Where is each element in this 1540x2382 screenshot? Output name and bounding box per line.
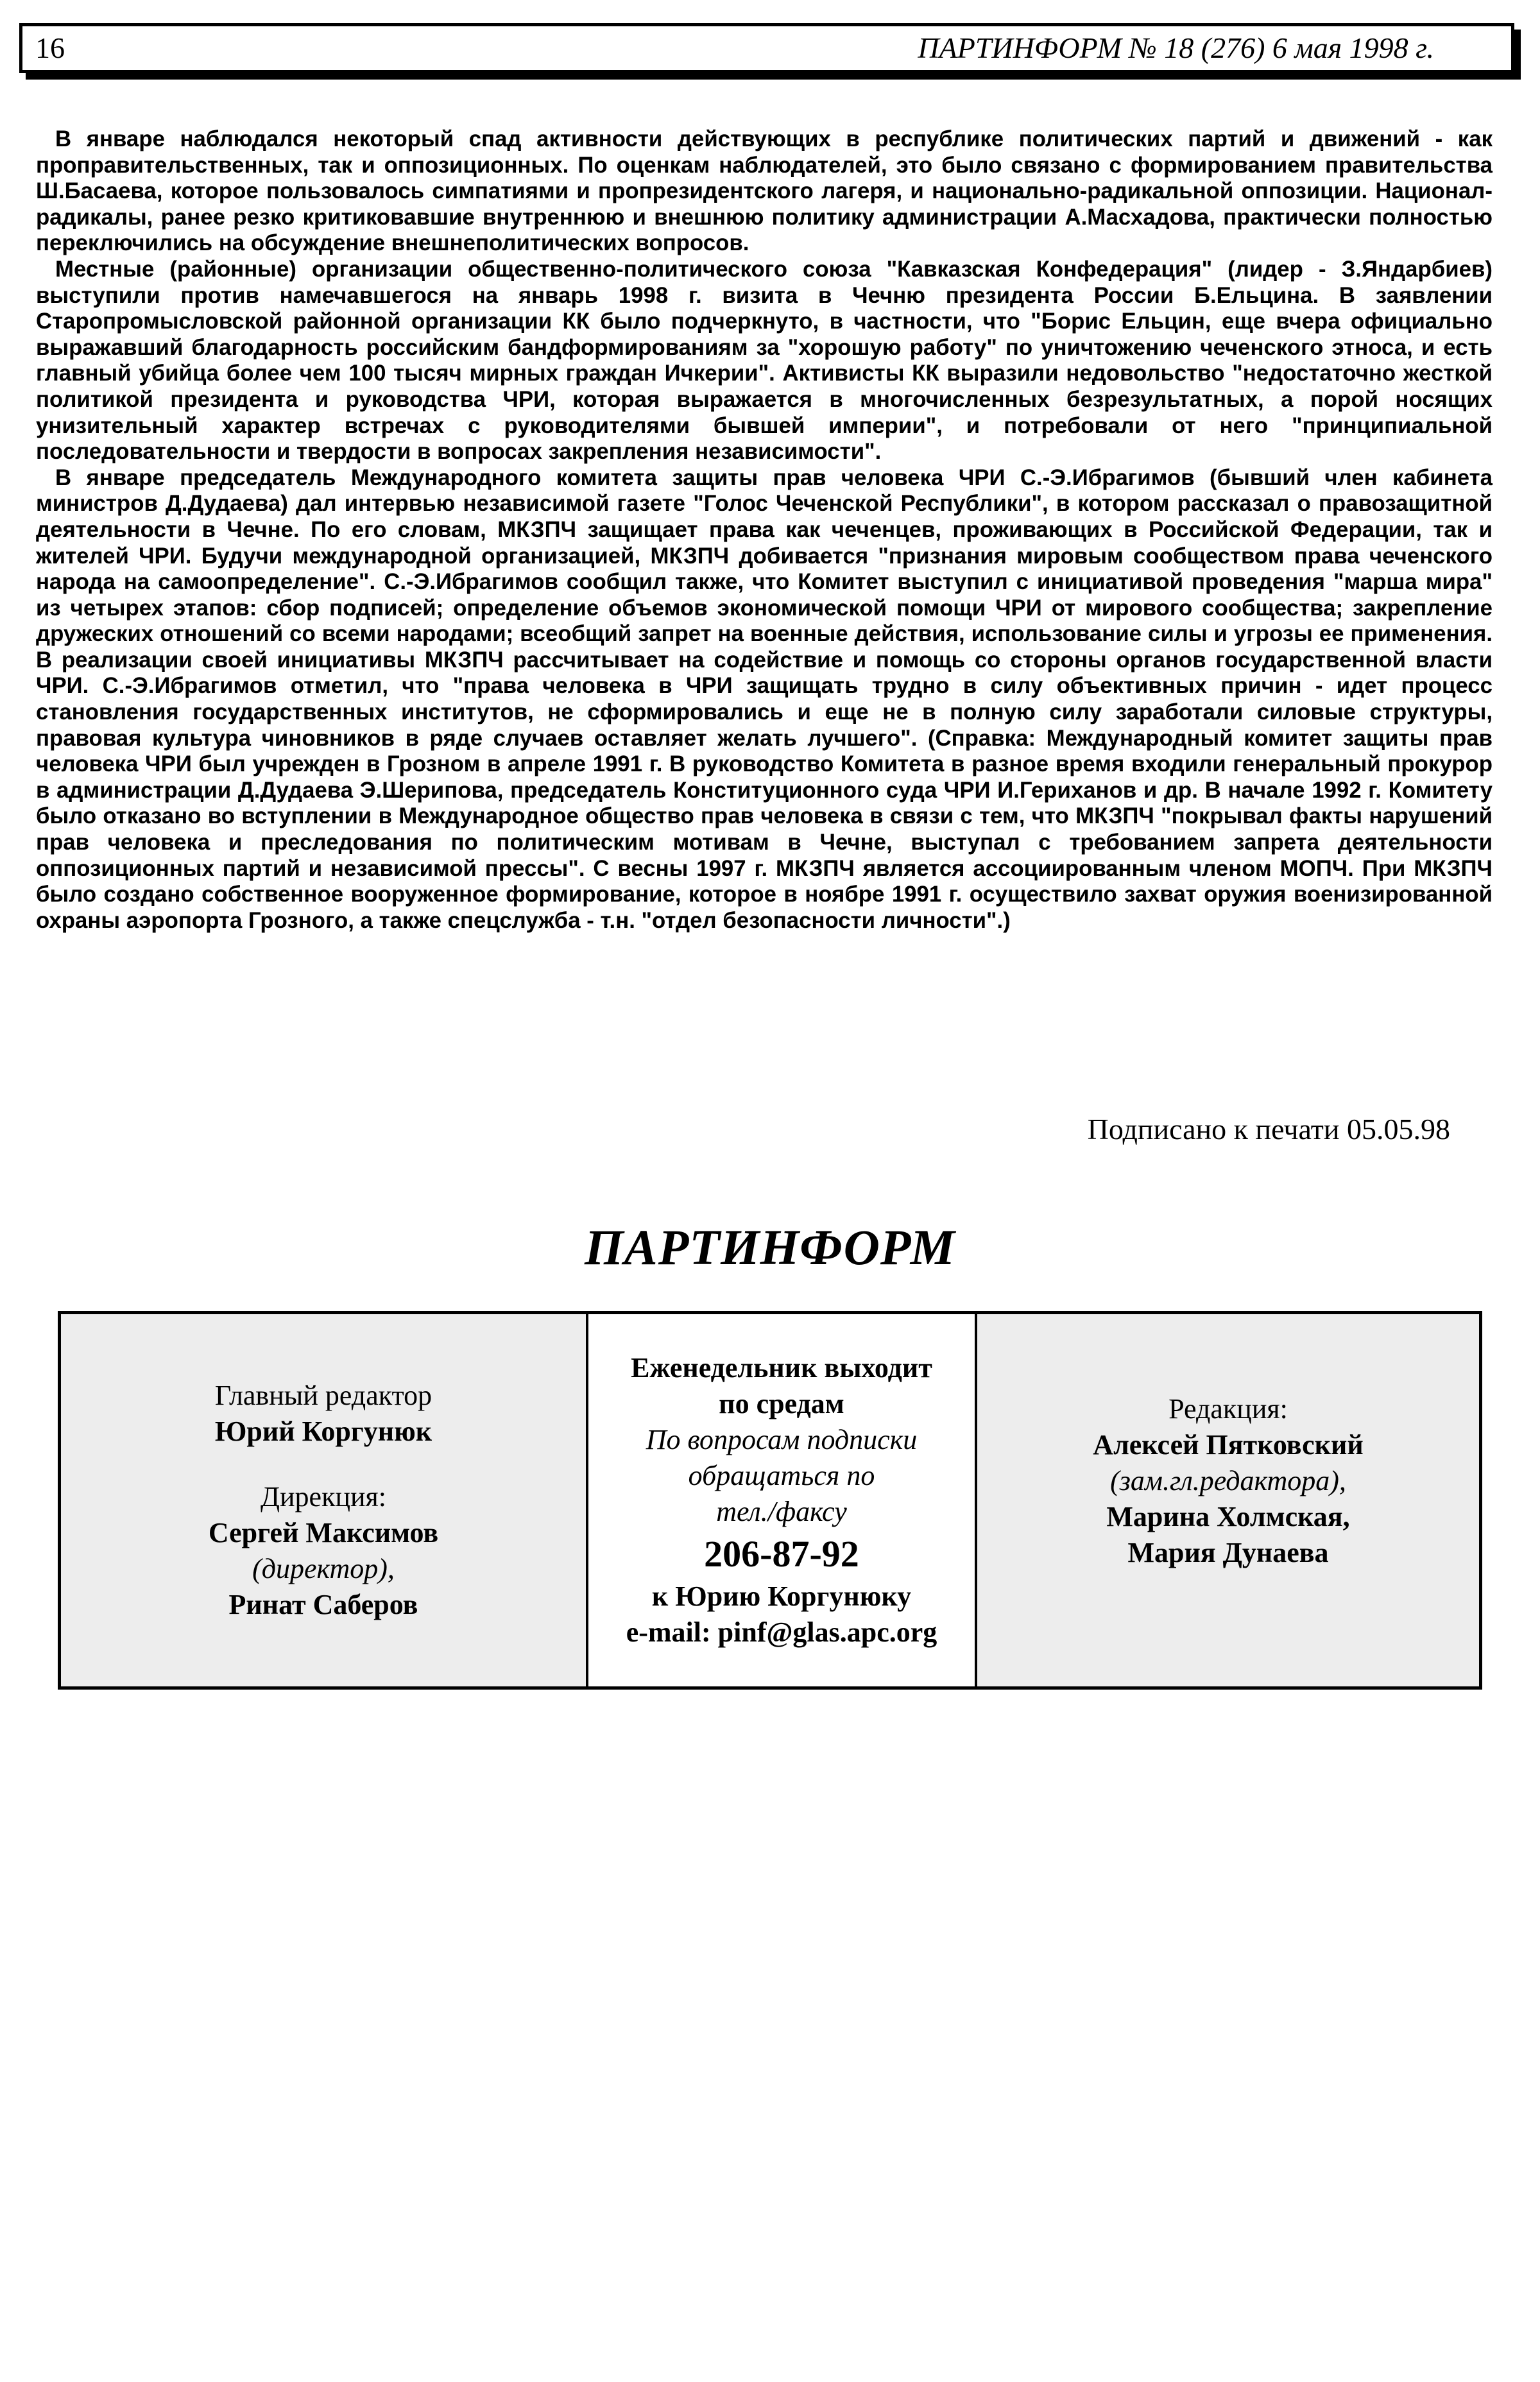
imprint-editorial-column (61, 1314, 588, 1686)
email-address: e-mail: pinf@glas.apc.org (626, 1616, 937, 1648)
masthead-title: ПАРТИНФОРМ (585, 1219, 955, 1275)
publication-issue: ПАРТИНФОРМ № 18 (276) 6 мая 1998 г. (918, 31, 1434, 64)
page-header (19, 23, 1514, 73)
article-body (36, 126, 1493, 934)
directorate-label: Дирекция: (260, 1481, 387, 1512)
deputy-editor-role: (зам.гл.редактора), (1110, 1465, 1346, 1496)
director-name: Сергей Максимов (208, 1517, 439, 1548)
imprint-box (58, 1311, 1482, 1690)
directorate-second-name: Ринат Саберов (228, 1589, 418, 1620)
subscription-line: По вопросам подписки (646, 1424, 918, 1455)
subscription-line: тел./факсу (716, 1496, 847, 1527)
editor-staff-name: Марина Холмская, (1106, 1501, 1350, 1532)
editor-label: Главный редактор (214, 1380, 432, 1411)
frequency-line: Еженедельник выходит (631, 1352, 932, 1384)
contact-person: к Юрию Коргунюку (651, 1581, 912, 1612)
frequency-day: по средам (719, 1388, 844, 1419)
subscription-line: обращаться по (688, 1460, 875, 1491)
imprint-contact-column (588, 1314, 977, 1686)
editor-name: Юрий Коргунюк (214, 1416, 432, 1447)
article-paragraph: В январе председатель Международного комитета защиты прав человека ЧРИ С.-Э.Ибрагимов (бывший член кабинета министров Д.Дудаева) дал интервью независимой газете "Голос Чеченской Республики", в котором рассказал о правозащитной деятельности в Чечне. По его словам, МКЗПЧ защищает права как чеченцев, проживающих в Российской Федерации, так и жителей ЧРИ. Будучи международной организацией, МКЗПЧ добивается "признания мировым сообществом права чеченского народа на самоопределение". С.-Э.Ибрагимов сообщил также, что Комитет выступил с инициативой проведения "марша мира" из четырех этапов: сбор подписей; определение объемов экономической помощи ЧРИ от мирового сообщества; закрепление дружеских отношений со всеми народами; всеобщий запрет на военные действия, использование силы и угрозы ее применения. В реализации своей инициативы МКЗПЧ рассчитывает на содействие и помощь со стороны органов государственной власти ЧРИ. С.-Э.Ибрагимов отметил, что "права человека в ЧРИ защищать трудно в силу объективных причин - идет процесс становления государственных институтов, не сформировались и еще не в полную силу заработали силовые структуры, правовая культура чиновников в ряде случаев оставляет желать лучшего". (Справка: Международный комитет защиты прав человека ЧРИ был учрежден в Грозном в апреле 1991 г. В руководство Комитета в разное время входили генеральный прокурор в администрации Д.Дудаева Э.Шерипова, председатель Конституционного суда ЧРИ И.Гериханов и др. В начале 1992 г. Комитету было отказано во вступлении в Международное общество прав человека в связи с тем, что МКЗПЧ "покрывал факты нарушений прав человека и преследования по политическим мотивам в Чечне, выступал с требованием запрета деятельности оппозиционных партий и независимой прессы". С весны 1997 г. МКЗПЧ является ассоциированным членом МОПЧ. При МКЗПЧ было создано собственное вооруженное формирование, которое в ноябре 1991 г. осуществило захват оружия военизированной охраны аэропорта Грозного, а также спецслужба - т.н. "отдел безопасности личности".) (36, 465, 1493, 933)
editorial-label: Редакция: (1168, 1393, 1288, 1425)
article-paragraph: Местные (районные) организации общественно-политического союза "Кавказская Конфедерация" (лидер - З.Яндарбиев) выступили против намечавшегося на январь 1998 г. визита в Чечню президента России Б.Ельцина. В заявлении Старопромысловской районной организации КК было подчеркнуто, в частности, что "Борис Ельцин, еще вчера официально выражавший благодарность российским бандформированиям за "хорошую работу" по уничтожению чеченского этноса, и есть главный убийца более чем 100 тысяч мирных граждан Ичкерии". Активисты КК выразили недовольство "недостаточно жесткой политикой президента и руководства ЧРИ, которая выражается в многочисленных безрезультатных, а порой носящих унизительный характер встречах с руководителями бывшей империи", и потребовали от него "принципиальной последовательности и твердости в вопросах закрепления независимости". (36, 256, 1493, 465)
deputy-editor-name: Алексей Пятковский (1093, 1429, 1364, 1461)
page-number: 16 (35, 31, 65, 64)
editor-staff-name: Мария Дунаева (1127, 1537, 1329, 1568)
imprint-editors-column (977, 1314, 1479, 1686)
director-role: (директор), (252, 1553, 395, 1584)
signed-to-print: Подписано к печати 05.05.98 (1087, 1113, 1450, 1145)
article-paragraph: В январе наблюдался некоторый спад активности действующих в республике политических партий и движений - как проправительственных, так и оппозиционных. По оценкам наблюдателей, это было связано с формированием правительства Ш.Басаева, которое пользовалось симпатиями и пропрезидентского лагеря, и национально-радикальной оппозиции. Национал-радикалы, ранее резко критиковавшие внутреннюю и внешнюю политику администрации А.Масхадова, практически полностью переключились на обсуждение внешнеполитических вопросов. (36, 126, 1493, 256)
phone-number: 206-87-92 (704, 1533, 859, 1575)
